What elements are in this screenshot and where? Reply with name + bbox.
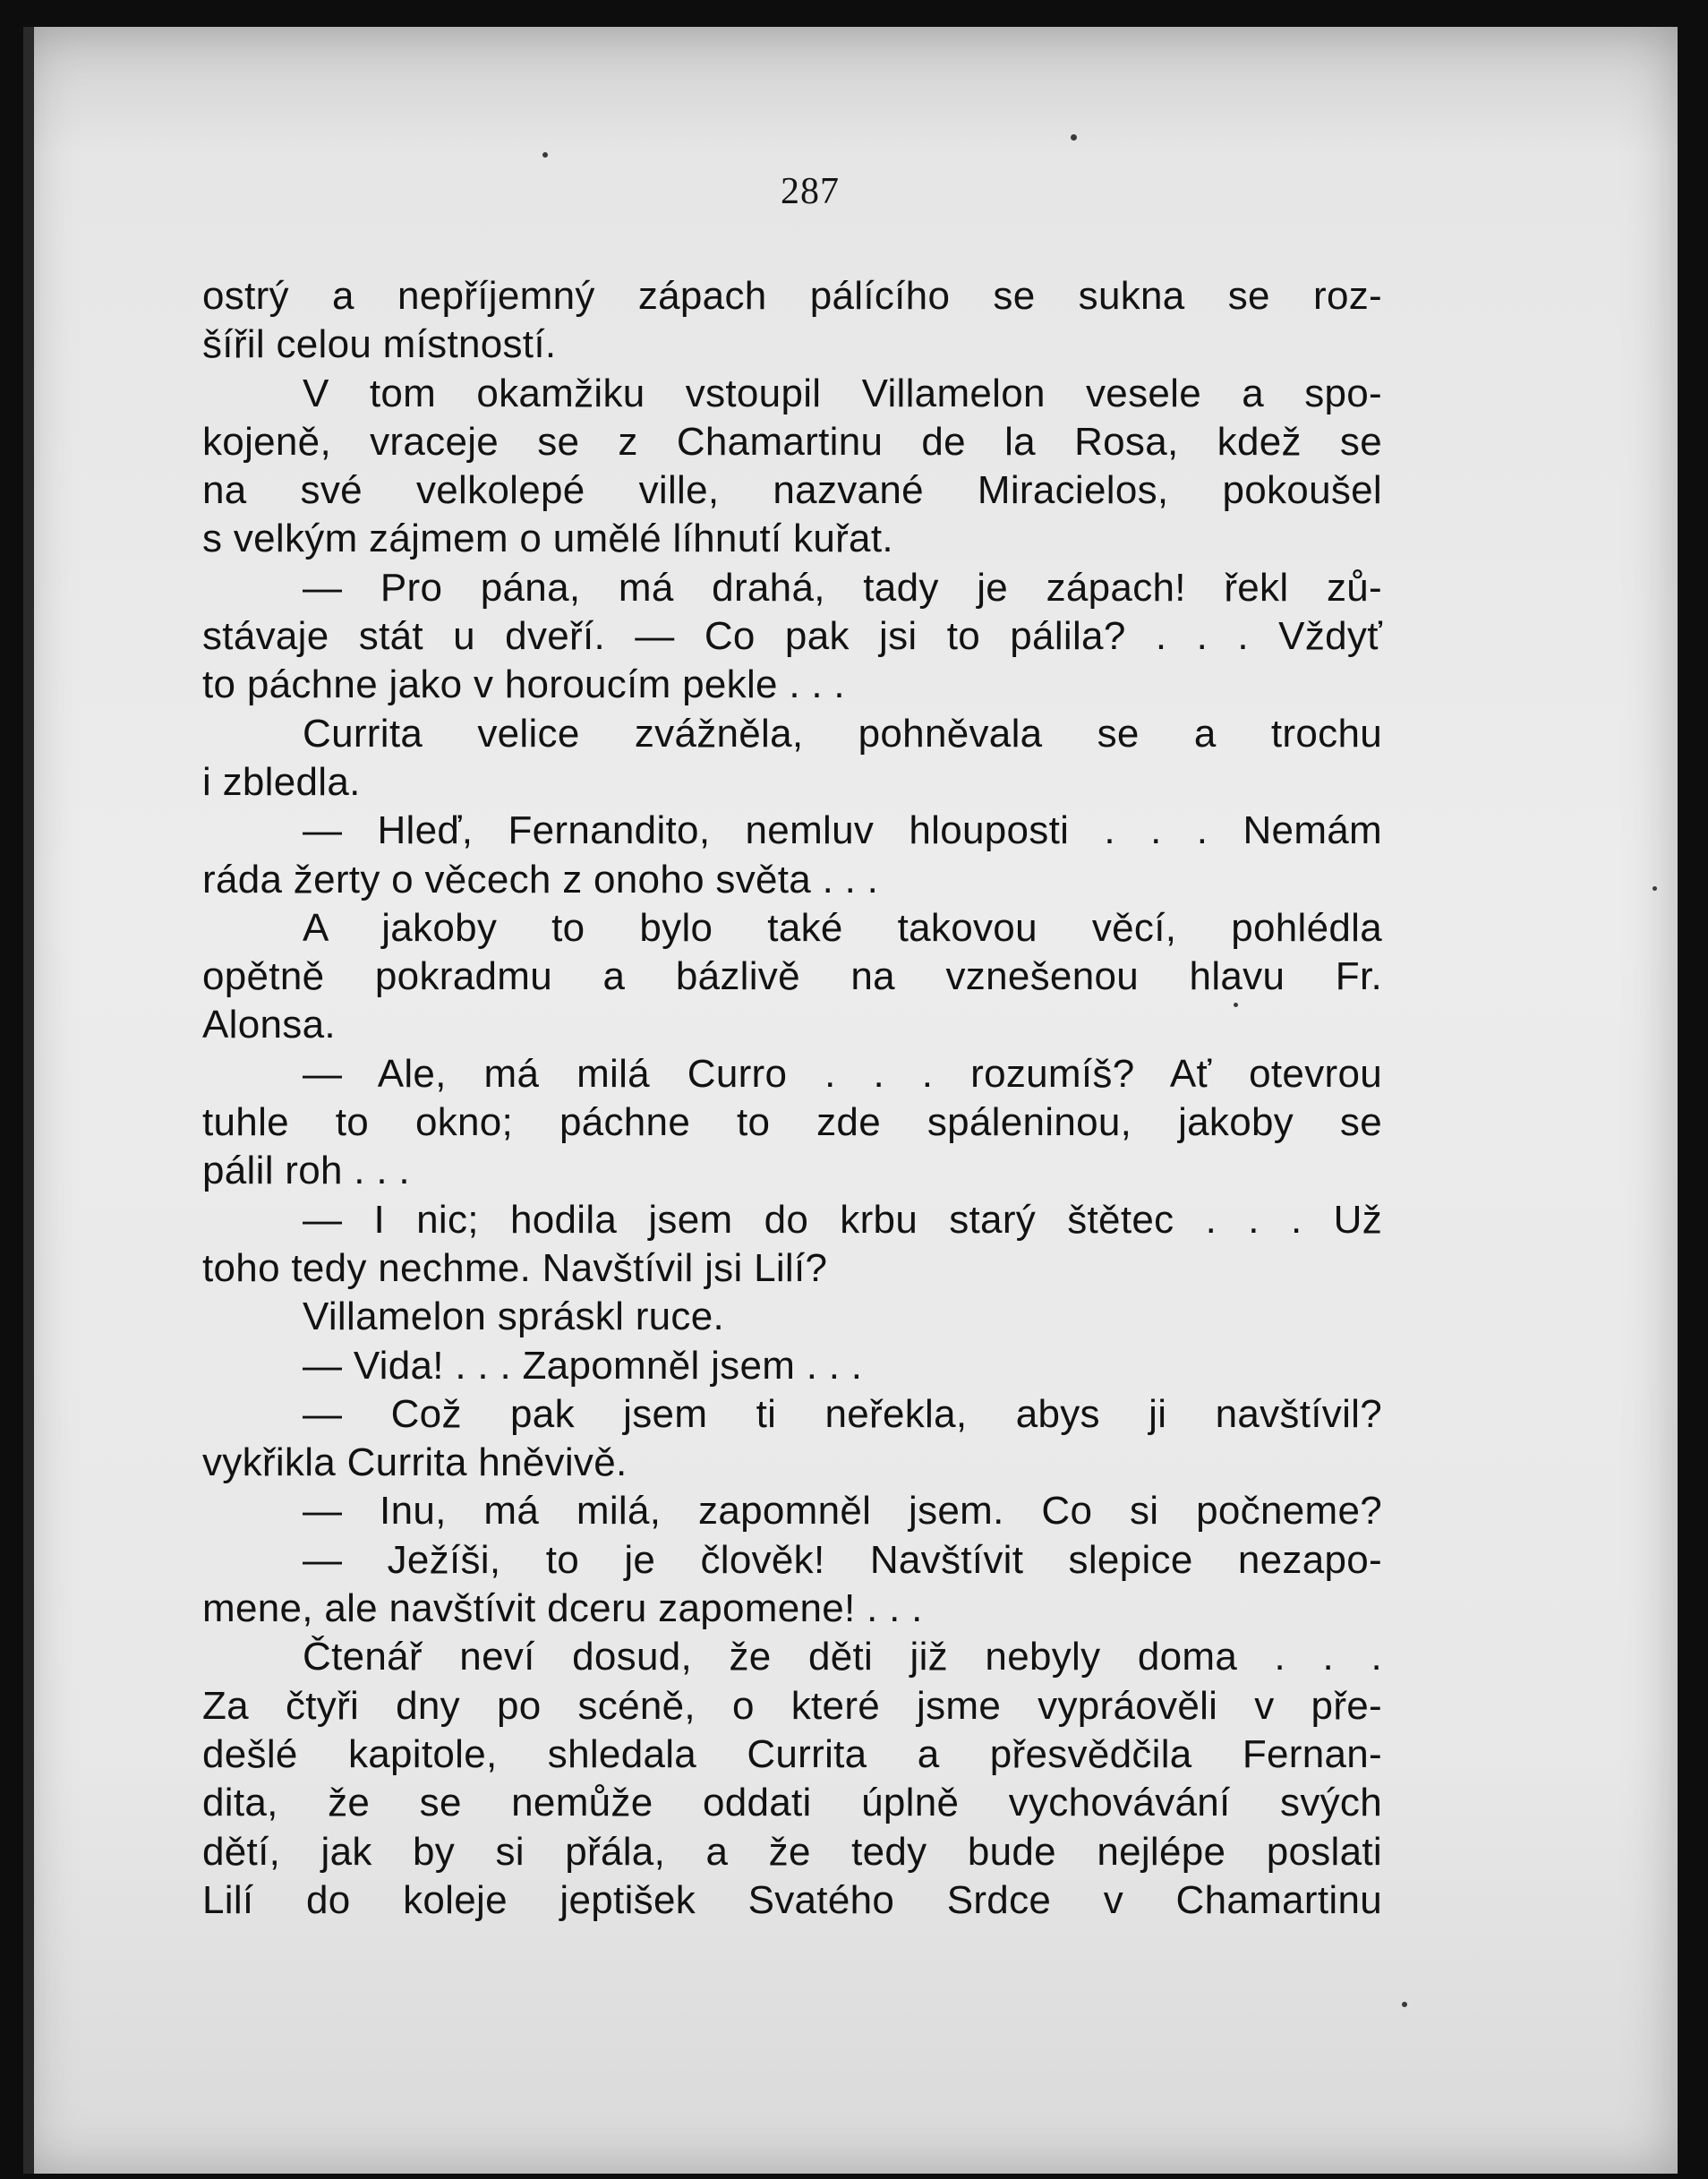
text-line: — Pro pána, má drahá, tady je zápach! řekl zů- (303, 565, 1382, 610)
text-line: ráda žerty o věcech z onoho světa . . . (202, 857, 879, 902)
paper-speck (1071, 134, 1077, 141)
text-line: šířil celou místností. (202, 322, 557, 367)
text-line: opětně pokradmu a bázlivě na vznešenou hlavu Fr. (202, 954, 1382, 999)
paper-speck (542, 152, 548, 158)
text-line: — I nic; hodila jsem do krbu starý štětec . . . Už (303, 1197, 1382, 1242)
text-line: — Inu, má milá, zapomněl jsem. Co si počneme? (303, 1489, 1382, 1534)
text-line: mene, ale navštívit dceru zapomene! . . . (202, 1586, 923, 1631)
text-line: — Což pak jsem ti neřekla, abys ji navštívil? (303, 1391, 1382, 1436)
text-line: — Ježíši, to je člověk! Navštívit slepice nezapo- (303, 1537, 1382, 1582)
page-number (23, 170, 1678, 213)
text-line: vykřikla Currita hněvivě. (202, 1440, 628, 1485)
text-line: Villamelon spráskl ruce. (303, 1295, 725, 1339)
text-line: ostrý a nepříjemný zápach pálícího se sukna se roz- (202, 274, 1382, 318)
text-line: A jakoby to bylo také takovou věcí, pohlédla (303, 905, 1382, 950)
text-line: dešlé kapitole, shledala Currita a přesvědčila Fernan- (202, 1731, 1382, 1776)
paper-speck (1402, 2002, 1407, 2007)
text-line: Lilí do koleje jeptišek Svatého Srdce v Chamartinu (202, 1877, 1382, 1922)
book-page (23, 27, 1678, 2174)
paper-speck (1652, 886, 1657, 891)
text-line: dita, že se nemůže oddati úplně vychovávání svých (202, 1781, 1382, 1825)
text-line: — Vida! . . . Zapomněl jsem . . . (303, 1343, 863, 1388)
text-line: s velkým zájmem o umělé líhnutí kuřat. (202, 517, 893, 561)
text-line: tuhle to okno; páchne to zde spáleninou, jakoby se (202, 1100, 1382, 1145)
text-line: pálil roh . . . (202, 1149, 410, 1193)
text-line: Za čtyři dny po scéně, o které jsme vypráověli v pře- (202, 1683, 1382, 1728)
text-line: toho tedy nechme. Navštívil jsi Lilí? (202, 1245, 828, 1290)
text-line: — Hleď, Fernandito, nemluv hlouposti . . . Nemám (303, 808, 1382, 853)
text-line: i zbledla. (202, 759, 361, 804)
text-line: to páchne jako v horoucím pekle . . . (202, 662, 845, 707)
text-line: dětí, jak by si přála, a že tedy bude nejlépe poslati (202, 1829, 1382, 1874)
text-line: na své velkolepé ville, nazvané Miracielos, pokoušel (202, 468, 1382, 513)
text-line: stávaje stát u dveří. — Co pak jsi to pálila? . . . Vždyť (202, 614, 1382, 659)
text-line: Alonsa. (202, 1003, 336, 1047)
text-line: kojeně, vraceje se z Chamartinu de la Rosa, kdež se (202, 419, 1382, 464)
text-line: — Ale, má milá Curro . . . rozumíš? Ať otevrou (303, 1051, 1382, 1096)
text-line: V tom okamžiku vstoupil Villamelon vesele a spo- (303, 371, 1382, 415)
text-line: Currita velice zvážněla, pohněvala se a trochu (303, 711, 1382, 756)
text-line: Čtenář neví dosud, že děti již nebyly doma . . . (303, 1635, 1382, 1679)
body-text (202, 272, 1382, 1925)
paper-speck (1234, 1003, 1238, 1007)
page-number-text: 287 (781, 171, 840, 212)
